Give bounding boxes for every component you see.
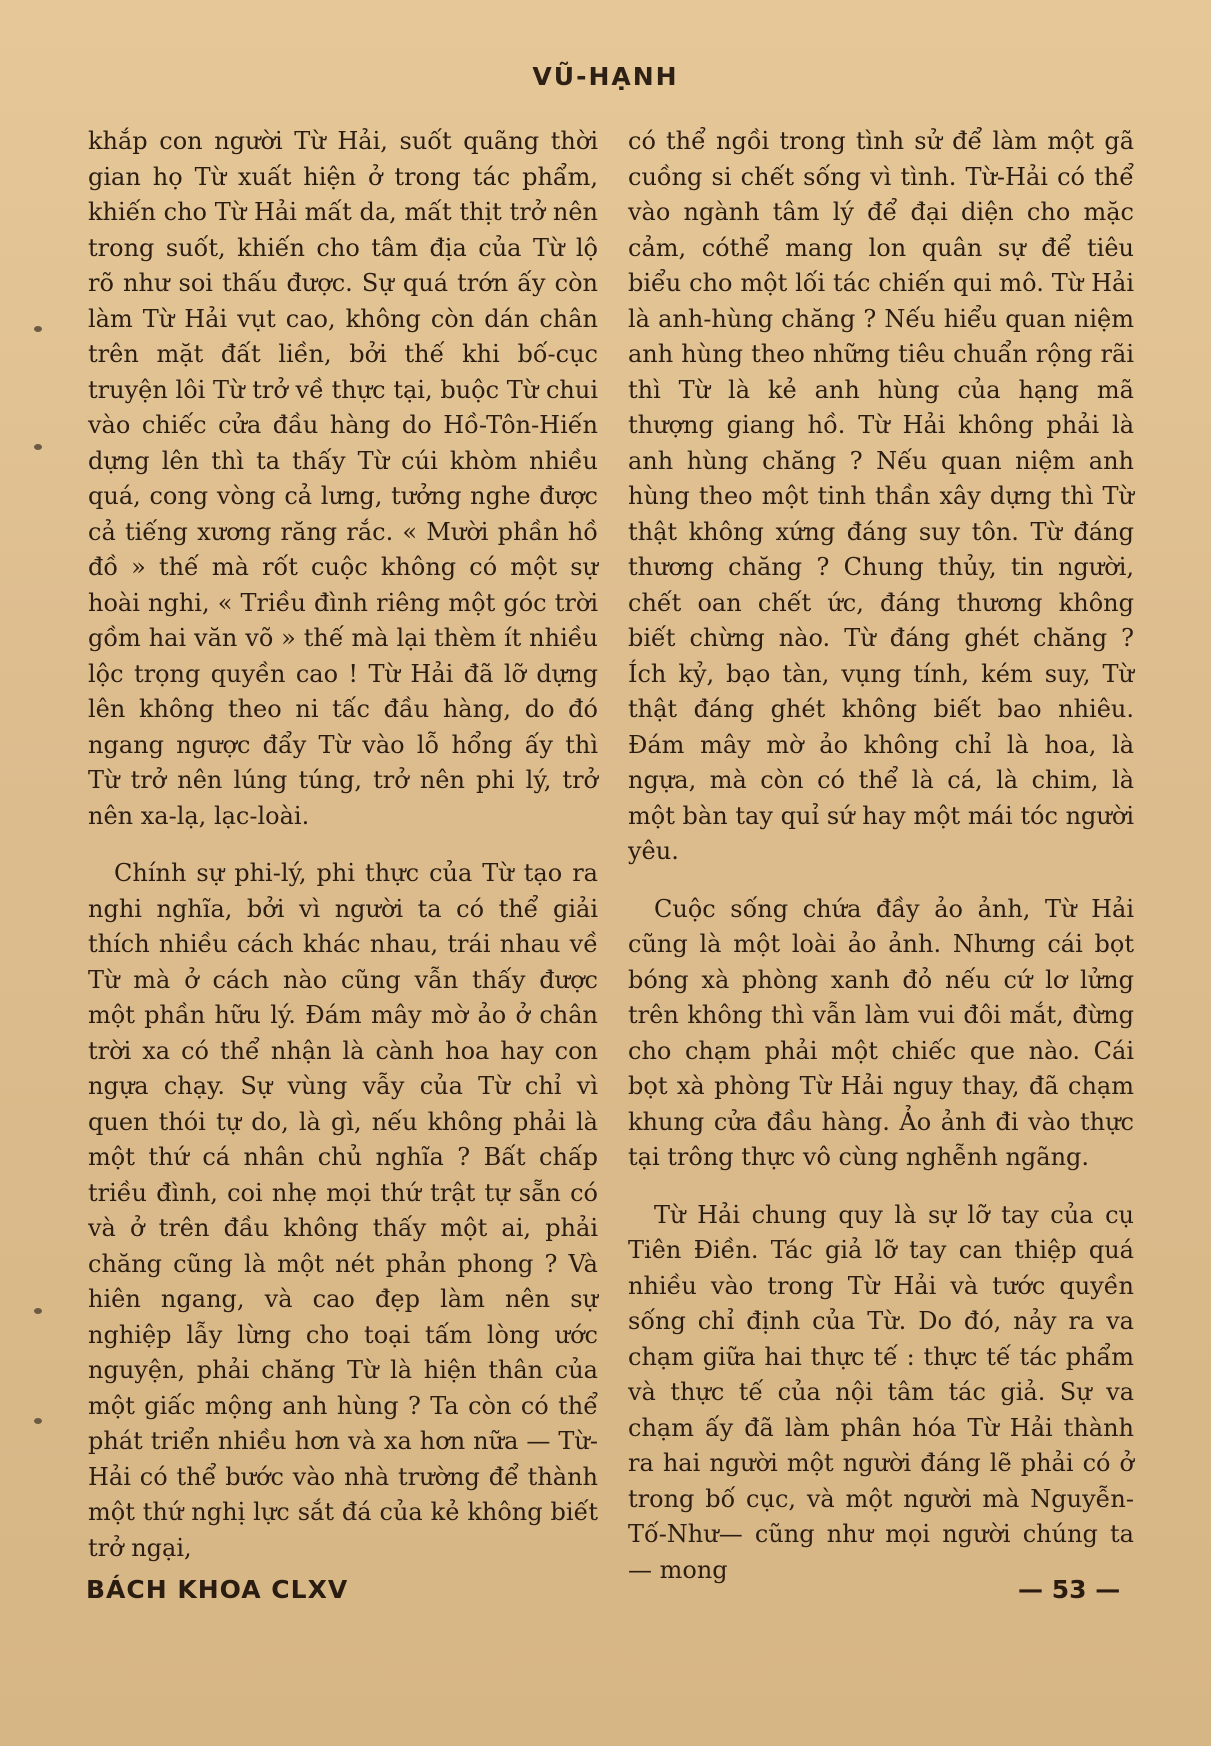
- page-number: — 53 —: [1018, 1575, 1121, 1604]
- binding-hole: [34, 1308, 42, 1314]
- paragraph: Cuộc sống chứa đầy ảo ảnh, Từ Hải cũng là một loài ảo ảnh. Nhưng cái bọt bóng xà phòng xanh đỏ nếu cứ lơ lửng trên không thì vẫn làm vui đôi mắt, đừng cho chạm phải một chiếc que nào. Cái bọt xà phòng Từ Hải nguy thay, đã chạm khung cửa đầu hàng. Ảo ảnh đi vào thực tại trông thực vô cùng nghễnh ngãng.: [628, 894, 1134, 1171]
- right-text-column: [628, 124, 1134, 1588]
- paragraph: khắp con người Từ Hải, suốt quãng thời gian họ Từ xuất hiện ở trong tác phẩm, khiến cho Từ Hải mất da, mất thịt trở nên trong suốt, khiến cho tâm địa của Từ lộ rõ như soi thấu được. Sự quá trớn ấy còn làm Từ Hải vụt cao, không còn dán chân trên mặt đất liền, bởi thế khi bố-cục truyện lôi Từ trở về thực tại, buộc Từ chui vào chiếc cửa đầu hàng do Hồ-Tôn-Hiến dựng lên thì ta thấy Từ cúi khòm nhiều quá, cong vòng cả lưng, tưởng nghe được cả tiếng xương răng rắc. « Mười phần hồ đồ » thế mà rốt cuộc không có một sự hoài nghi, « Triều đình riêng một góc trời gồm hai văn võ » thế mà lại thèm ít nhiều lộc trọng quyền cao ! Từ Hải đã lỡ dựng lên không theo ni tấc đầu hàng, do đó ngang ngược đẩy Từ vào lỗ hổng ấy thì Từ trở nên lúng túng, trở nên phi lý, trở nên xa-lạ, lạc-loài.: [88, 127, 598, 830]
- running-header: VŨ-HẠNH: [532, 62, 679, 91]
- binding-hole: [34, 326, 42, 332]
- paragraph: Từ Hải chung quy là sự lỡ tay của cụ Tiên Điền. Tác giả lỡ tay can thiệp quá nhiều vào trong Từ Hải và tước quyền sống chỉ định của Từ. Do đó, nảy ra va chạm giữa hai thực tế : thực tế tác phẩm và thực tế của nội tâm tác giả. Sự va chạm ấy đã làm phân hóa Từ Hải thành ra hai người một người đáng lẽ phải có ở trong bố cục, và một người mà Nguyễn-Tố-Như— cũng như mọi người chúng ta — mong: [628, 1200, 1134, 1584]
- paragraph: Chính sự phi-lý, phi thực của Từ tạo ra nghi nghĩa, bởi vì người ta có thể giải thích nhiều cách khác nhau, trái nhau về Từ mà ở cách nào cũng vẫn thấy được một phần hữu lý. Đám mây mờ ảo ở chân trời xa có thể nhận là cành hoa hay con ngựa chạy. Sự vùng vẫy của Từ chỉ vì quen thói tự do, là gì, nếu không phải là một thứ cá nhân chủ nghĩa ? Bất chấp triều đình, coi nhẹ mọi thứ trật tự sẵn có và ở trên đầu không thấy một ai, phải chăng cũng là một nét phản phong ? Và hiên ngang, và cao đẹp làm nên sự nghiệp lẫy lừng cho toại tấm lòng ước nguyện, phải chăng Từ là hiện thân của một giấc mộng anh hùng ? Ta còn có thể phát triển nhiều hơn và xa hơn nữa — Từ-Hải có thể bước vào nhà trường để thành một thứ nghị lực sắt đá của kẻ không biết trở ngại,: [88, 859, 598, 1562]
- binding-hole: [34, 1418, 42, 1424]
- publication-name: BÁCH KHOA CLXV: [86, 1575, 349, 1604]
- binding-hole: [34, 444, 42, 450]
- paragraph: có thể ngồi trong tình sử để làm một gã cuồng si chết sống vì tình. Từ-Hải có thể vào ngành tâm lý để đại diện cho mặc cảm, cóthể mang lon quân sự để tiêu biểu cho một lối tác chiến qui mô. Từ Hải là anh-hùng chăng ? Nếu hiểu quan niệm anh hùng theo những tiêu chuẩn rộng rãi thì Từ là kẻ anh hùng của hạng mã thượng giang hồ. Từ Hải không phải là anh hùng chăng ? Nếu quan niệm anh hùng theo một tinh thần xây dựng thì Từ thật không xứng đáng suy tôn. Từ đáng thương chăng ? Chung thủy, tin người, chết oan chết ức, đáng thương không biết chừng nào. Từ đáng ghét chăng ? Ích kỷ, bạo tàn, vụng tính, kém suy, Từ thật đáng ghét không biết bao nhiêu. Đám mây mờ ảo không chỉ là hoa, là ngựa, mà còn có thể là cá, là chim, là một bàn tay quỉ sứ hay một mái tóc người yêu.: [628, 127, 1134, 865]
- left-text-column: [88, 124, 598, 1566]
